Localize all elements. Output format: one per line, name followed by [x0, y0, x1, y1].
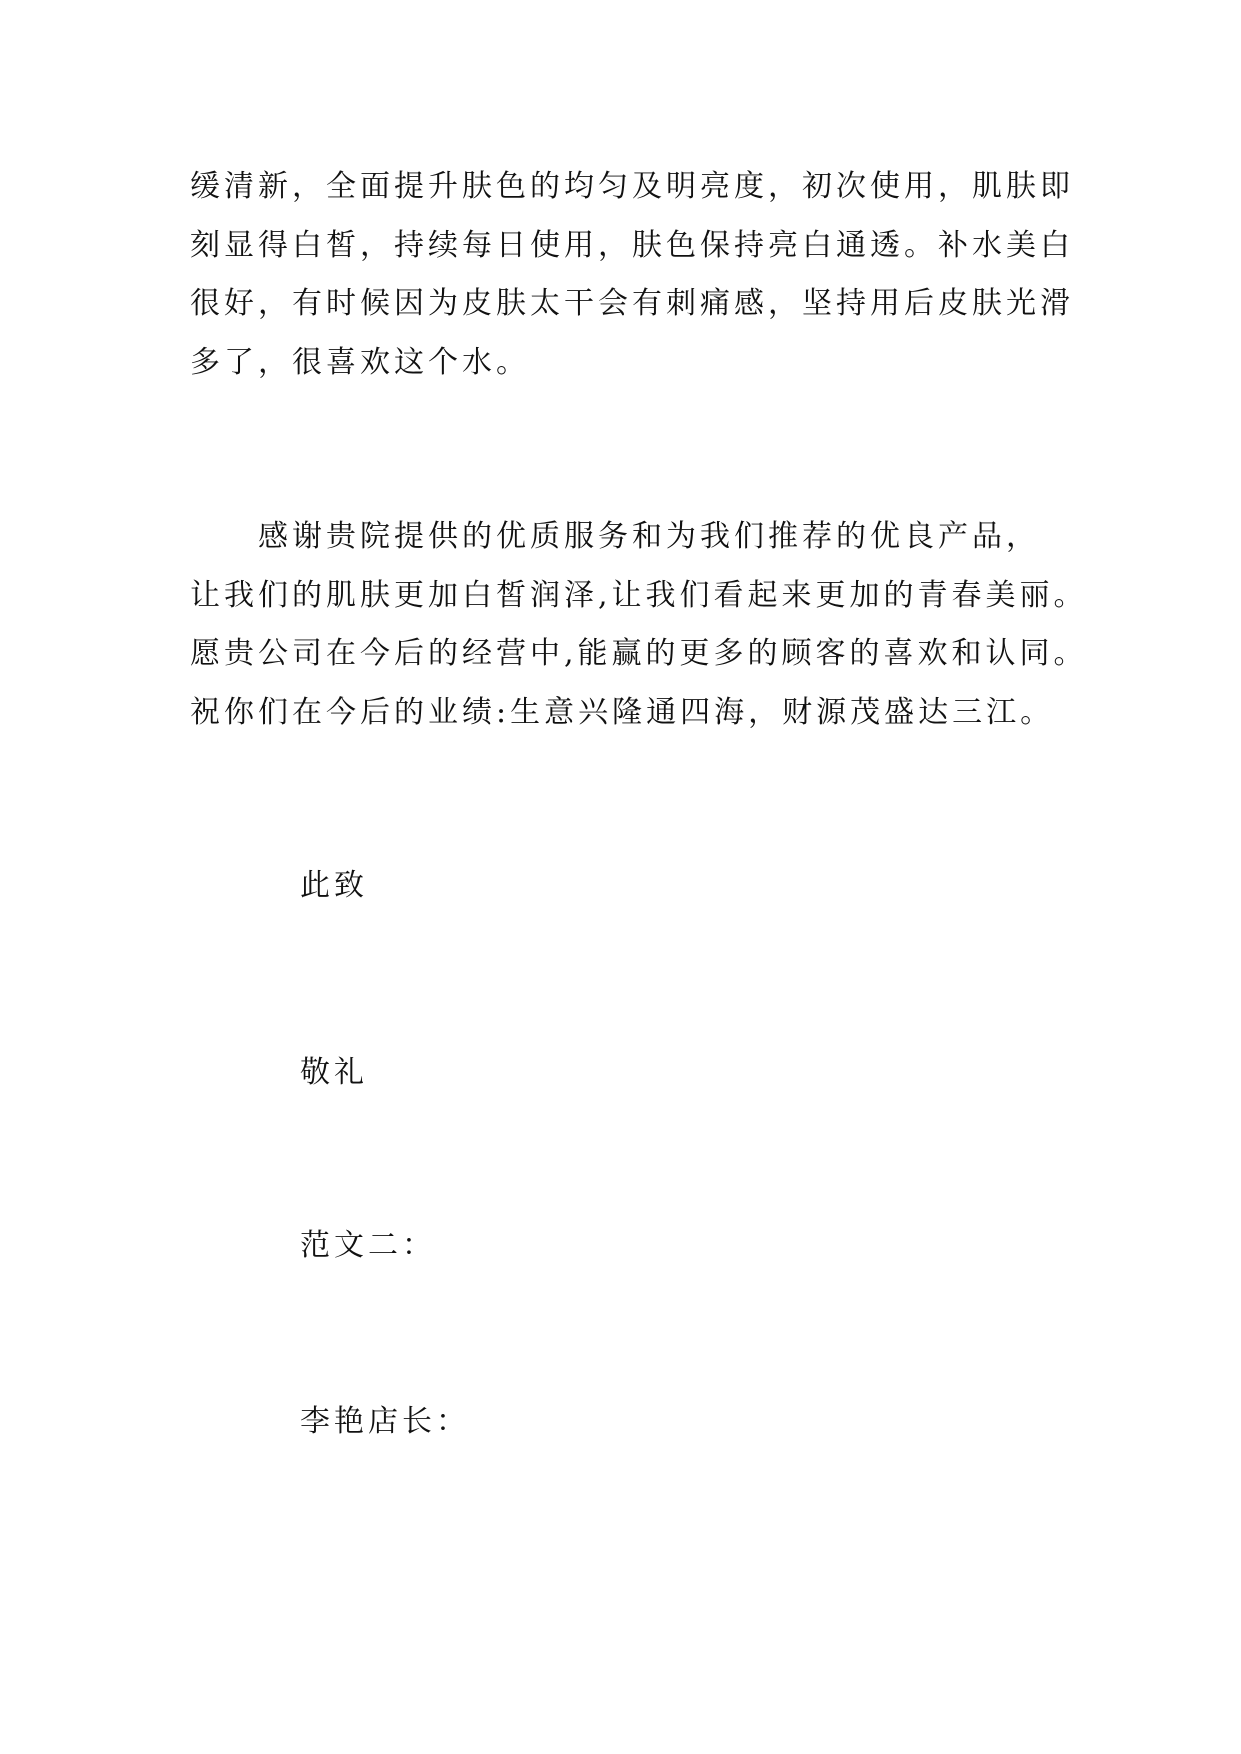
- paragraph-testimonial: [190, 158, 1074, 392]
- paragraph-line: 祝你们在今后的业绩:生意兴隆通四海，财源茂盛达三江。: [190, 694, 1055, 730]
- paragraph-thanks: [190, 508, 1088, 742]
- paragraph-line: 多了，很喜欢这个水。: [190, 344, 530, 380]
- paragraph-line: 让我们的肌肤更加白皙润泽,让我们看起来更加的青春美丽。: [190, 577, 1088, 613]
- closing-phrase: 此致: [300, 868, 368, 903]
- letter-salutation: 李艳店长：: [300, 1404, 470, 1439]
- paragraph-line: 刻显得白皙，持续每日使用，肤色保持亮白通透。补水美白: [190, 227, 1074, 263]
- paragraph-line: 缓清新，全面提升肤色的均匀及明亮度，初次使用，肌肤即: [190, 169, 1074, 204]
- paragraph-line: 感谢贵院提供的优质服务和为我们推荐的优良产品，: [190, 519, 1040, 554]
- sample-heading: 范文二：: [300, 1228, 436, 1263]
- paragraph-line: 愿贵公司在今后的经营中,能赢的更多的顾客的喜欢和认同。: [190, 636, 1088, 671]
- paragraph-line: 很好，有时候因为皮肤太干会有刺痛感，坚持用后皮肤光滑: [190, 286, 1074, 321]
- closing-salute: 敬礼: [300, 1055, 368, 1090]
